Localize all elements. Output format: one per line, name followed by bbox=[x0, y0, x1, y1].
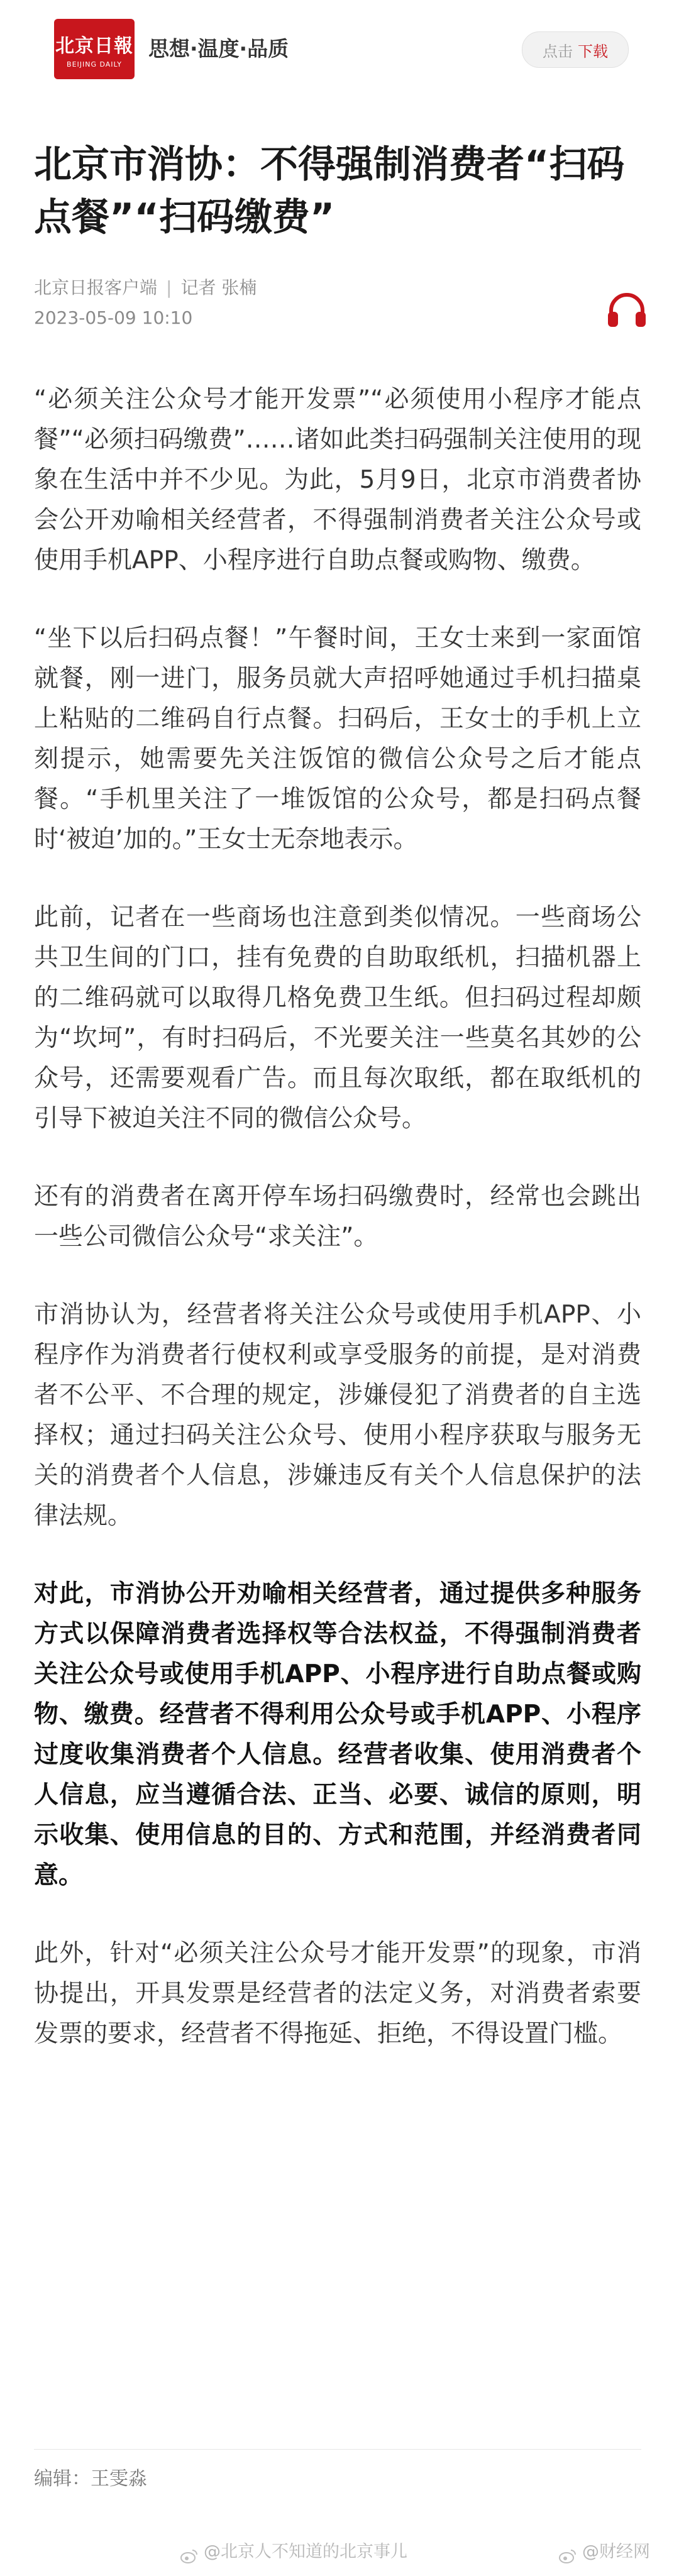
weibo-icon bbox=[180, 2544, 199, 2560]
article-paragraph: “必须关注公众号才能开发票”“必须使用小程序才能点餐”“必须扫码缴费”……诸如此类扫码强制关注使用的现象在生活中并不少见。为此，5月9日，北京市消费者协会公开劝喻相关经营者，不得强制消费者关注公众号或使用手机APP、小程序进行自助点餐或购物、缴费。 bbox=[34, 385, 641, 575]
meta-divider: | bbox=[166, 277, 172, 298]
watermark-text: @财经网 bbox=[582, 2542, 650, 2562]
brand-logo[interactable] bbox=[54, 19, 135, 79]
weibo-icon bbox=[558, 2544, 577, 2560]
article-paragraph: 市消协认为，经营者将关注公众号或使用手机APP、小程序作为消费者行使权利或享受服务的前提，是对消费者不公平、不合理的规定，涉嫌侵犯了消费者的自主选择权；通过扫码关注公众号、使用小程序获取与服务无关的消费者个人信息，涉嫌违反有关个人信息保护的法律法规。 bbox=[34, 1301, 641, 1530]
download-label: 下载 bbox=[578, 42, 608, 60]
logo-text: 北京日報 bbox=[55, 35, 133, 57]
editor-credit bbox=[34, 2464, 147, 2494]
watermark-right bbox=[558, 2537, 650, 2567]
headphones-icon[interactable] bbox=[606, 290, 648, 328]
article-paragraph-bold: 对此，市消协公开劝喻相关经营者，通过提供多种服务方式以保障消费者选择权等合法权益，不得强制消费者关注公众号或使用手机APP、小程序进行自助点餐或购物、缴费。经营者不得利用公众号或手机APP、小程序过度收集消费者个人信息。经营者收集、使用消费者个人信息，应当遵循合法、正当、必要、诚信的原则，明示收集、使用信息的目的、方式和范围，并经消费者同意。 bbox=[34, 1580, 641, 1890]
article-datetime: 2023-05-09 10:10 bbox=[34, 307, 193, 328]
download-hint: 点击 bbox=[543, 42, 573, 60]
article-paragraph: “坐下以后扫码点餐！”午餐时间，王女士来到一家面馆就餐，刚一进门，服务员就大声招呼她通过手机扫描桌上粘贴的二维码自行点餐。扫码后，王女士的手机上立刻提示，她需要先关注饭馆的微信公众号之后才能点餐。“手机里关注了一堆饭馆的公众号，都是扫码点餐时‘被迫’加的。”王女士无奈地表示。 bbox=[34, 624, 641, 854]
article-paragraph: 此外，针对“必须关注公众号才能开发票”的现象，市消协提出，开具发票是经营者的法定义务，对消费者索要发票的要求，经营者不得拖延、拒绝，不得设置门槛。 bbox=[34, 1939, 641, 2048]
article-paragraph: 此前，记者在一些商场也注意到类似情况。一些商场公共卫生间的门口，挂有免费的自助取纸机，扫描机器上的二维码就可以取得几格免费卫生纸。但扫码过程却颇为“坎坷”，有时扫码后，不光要关注一些莫名其妙的公众号，还需要观看广告。而且每次取纸，都在取纸机的引导下被迫关注不同的微信公众号。 bbox=[34, 903, 641, 1133]
article-paragraph: 还有的消费者在离开停车场扫码缴费时，经常也会跳出一些公司微信公众号“求关注”。 bbox=[34, 1182, 641, 1251]
watermark-text: @北京人不知道的北京事儿 bbox=[204, 2542, 407, 2562]
download-button[interactable] bbox=[522, 31, 629, 68]
article-source: 北京日报客户端 bbox=[34, 277, 158, 298]
article-title: 北京市消协：不得强制消费者“扫码点餐”“扫码缴费” bbox=[34, 143, 625, 239]
watermark-left bbox=[180, 2537, 407, 2567]
slogan: 思想·温度·品质 bbox=[148, 36, 289, 61]
app-header bbox=[0, 0, 679, 94]
editor-name: 王雯淼 bbox=[91, 2468, 147, 2490]
logo-subtext: BEIJING DAILY bbox=[67, 60, 122, 69]
divider bbox=[34, 2449, 641, 2450]
editor-label: 编辑： bbox=[34, 2468, 91, 2490]
article-reporter: 记者 张楠 bbox=[180, 277, 257, 298]
article-meta bbox=[34, 273, 257, 333]
article-body bbox=[34, 380, 641, 2092]
